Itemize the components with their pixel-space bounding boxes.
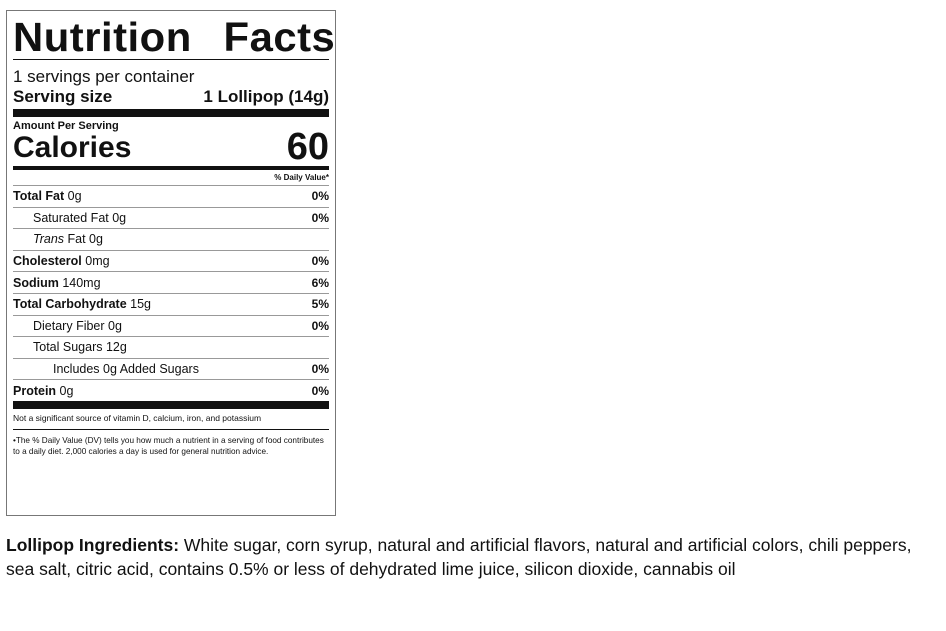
- nutrient-row-trans-fat: [13, 228, 329, 250]
- nutrient-amount: 0mg: [81, 254, 110, 269]
- nutrient-pct: 0%: [311, 210, 329, 225]
- serving-size-value: 1 Lollipop (14g): [203, 87, 329, 106]
- nutrient-row-saturated-fat: [13, 207, 329, 229]
- daily-value-header: % Daily Value*: [274, 173, 329, 182]
- thick-divider: [13, 109, 329, 117]
- nutrient-name: Protein: [13, 383, 57, 398]
- nutrient-name: Sodium: [13, 275, 59, 290]
- footnote-vitamins: Not a significant source of vitamin D, calcium, iron, and potassium: [13, 412, 262, 423]
- nutrient-pct: 5%: [311, 297, 329, 312]
- nutrient-row-protein: [13, 379, 329, 401]
- nutrient-row-sodium: [13, 271, 329, 293]
- nutrient-pct: 0%: [311, 318, 329, 333]
- nutrient-pct: 0%: [311, 383, 329, 398]
- nutrient-amount: 0g: [56, 383, 74, 398]
- nutrient-row-dietary-fiber: [13, 315, 329, 337]
- nutrient-row-cholesterol: [13, 250, 329, 272]
- nutrient-amount: Fat 0g: [64, 232, 103, 247]
- nutrient-name: Cholesterol: [13, 254, 82, 269]
- nutrient-amount: 0g: [64, 189, 82, 204]
- nutrient-row-total-fat: [13, 185, 329, 207]
- nutrient-pct: 6%: [311, 275, 329, 290]
- nutrient-name: Saturated Fat 0g: [33, 210, 127, 225]
- title-word-nutrition: Nutrition: [13, 14, 192, 60]
- footnote-daily-value: •The % Daily Value (DV) tells you how much a nutrient in a serving of food contributes to a daily diet. 2,000 calories a day is used for general nutrition advice.: [13, 435, 324, 456]
- title-word-facts: Facts: [223, 14, 336, 60]
- nutrient-pct: 0%: [311, 362, 329, 377]
- nutrient-name: Dietary Fiber 0g: [33, 318, 122, 333]
- thick-divider: [13, 401, 329, 409]
- ingredients-label: Lollipop Ingredients:: [6, 535, 180, 555]
- serving-size-row: [13, 87, 329, 107]
- ingredients-paragraph: [6, 533, 940, 581]
- amount-per-serving: Amount Per Serving: [13, 120, 119, 132]
- ingredients-text: White sugar, corn syrup, natural and artificial flavors, natural and artificial colors, chili peppers, sea salt, citric acid, contains 0.5% or less of dehydrated lime juice, silicon dioxide, cannabis oil: [6, 535, 912, 579]
- nutrient-name: Total Sugars 12g: [33, 340, 127, 355]
- calories-value: 60: [286, 126, 329, 168]
- nutrient-row-total-sugars: [13, 336, 329, 358]
- nutrient-row-added-sugars: [13, 358, 329, 380]
- calories-label: Calories: [13, 131, 132, 164]
- nutrition-facts-label: [6, 10, 336, 516]
- servings-per-container: 1 servings per container: [13, 67, 195, 86]
- serving-size-label: Serving size: [13, 87, 113, 106]
- nutrient-name: Total Fat: [13, 189, 65, 204]
- nutrient-row-total-carbohydrate: [13, 293, 329, 315]
- label-title: [13, 15, 335, 59]
- nutrient-name: Total Carbohydrate: [13, 297, 127, 312]
- nutrient-name: Includes 0g Added Sugars: [53, 362, 199, 377]
- nutrient-pct: 0%: [311, 189, 329, 204]
- nutrient-amount: 140mg: [58, 275, 101, 290]
- nutrient-name: Trans: [33, 232, 65, 247]
- nutrient-pct: 0%: [311, 254, 329, 269]
- nutrient-amount: 15g: [126, 297, 152, 312]
